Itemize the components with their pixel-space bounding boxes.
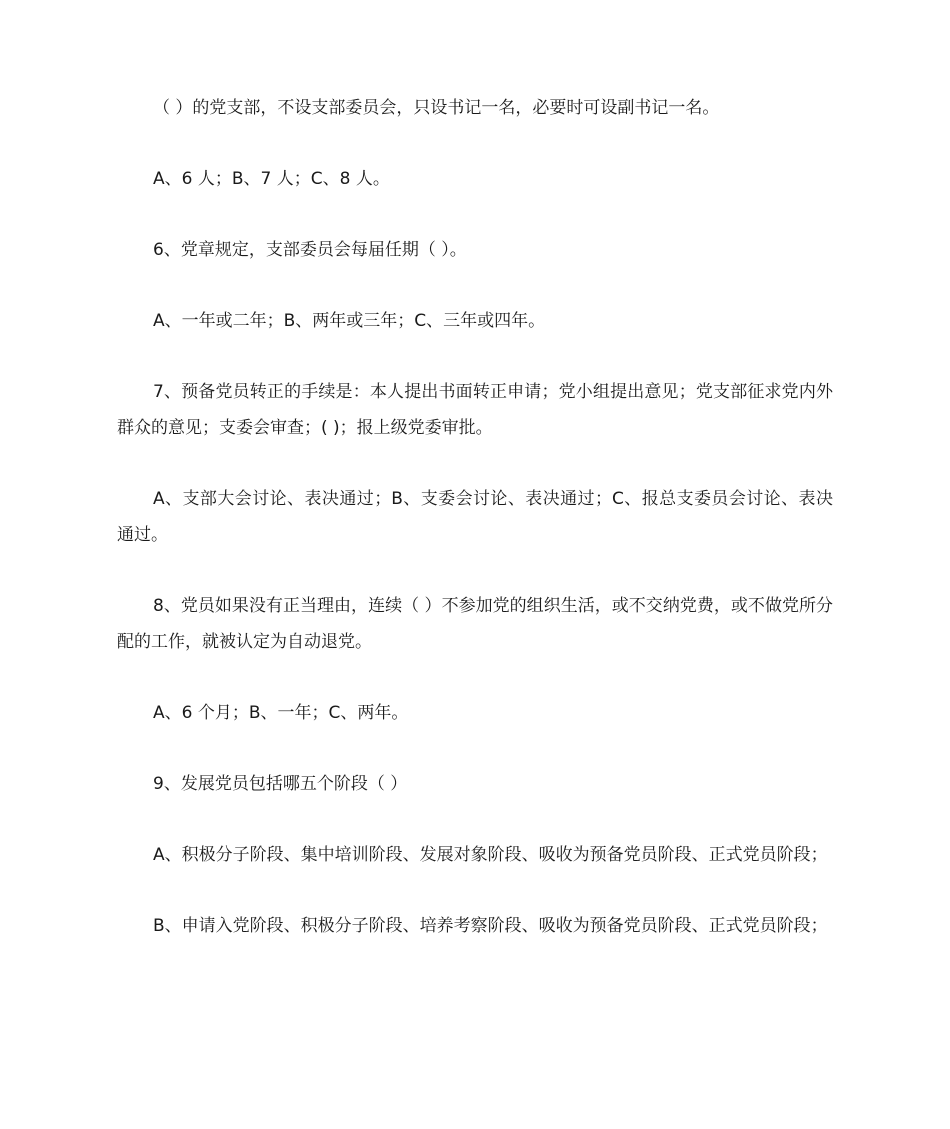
paragraph-answer-options: A、一年或二年；B、两年或三年；C、三年或四年。 [153,311,546,331]
paragraph-answer-options: A、6 人；B、7 人；C、8 人。 [153,169,390,189]
paragraph-answer-options: A、6 个月；B、一年；C、两年。 [153,703,409,723]
paragraph-question-intro: （ ）的党支部，不设支部委员会，只设书记一名，必要时可设副书记一名。 [153,98,720,118]
paragraph-question-6: 6、党章规定，支部委员会每届任期（ ）。 [153,240,467,260]
document-body [117,90,833,944]
paragraph-question-9: 9、发展党员包括哪五个阶段（ ） [153,774,408,794]
paragraph-question-8: 8、党员如果没有正当理由，连续（ ）不参加党的组织生活，或不交纳党费，或不做党所分配的工作，就被认定为自动退党。 [117,596,833,652]
paragraph-answer-option-a: A、积极分子阶段、集中培训阶段、发展对象阶段、吸收为预备党员阶段、正式党员阶段； [153,845,828,865]
paragraph-question-7: 7、预备党员转正的手续是：本人提出书面转正申请；党小组提出意见；党支部征求党内外群众的意见；支委会审查；( )；报上级党委审批。 [117,382,833,438]
paragraph-answer-options: A、支部大会讨论、表决通过；B、支委会讨论、表决通过；C、报总支委员会讨论、表决通过。 [117,489,833,545]
paragraph-answer-option-b: B、申请入党阶段、积极分子阶段、培养考察阶段、吸收为预备党员阶段、正式党员阶段； [153,916,828,936]
